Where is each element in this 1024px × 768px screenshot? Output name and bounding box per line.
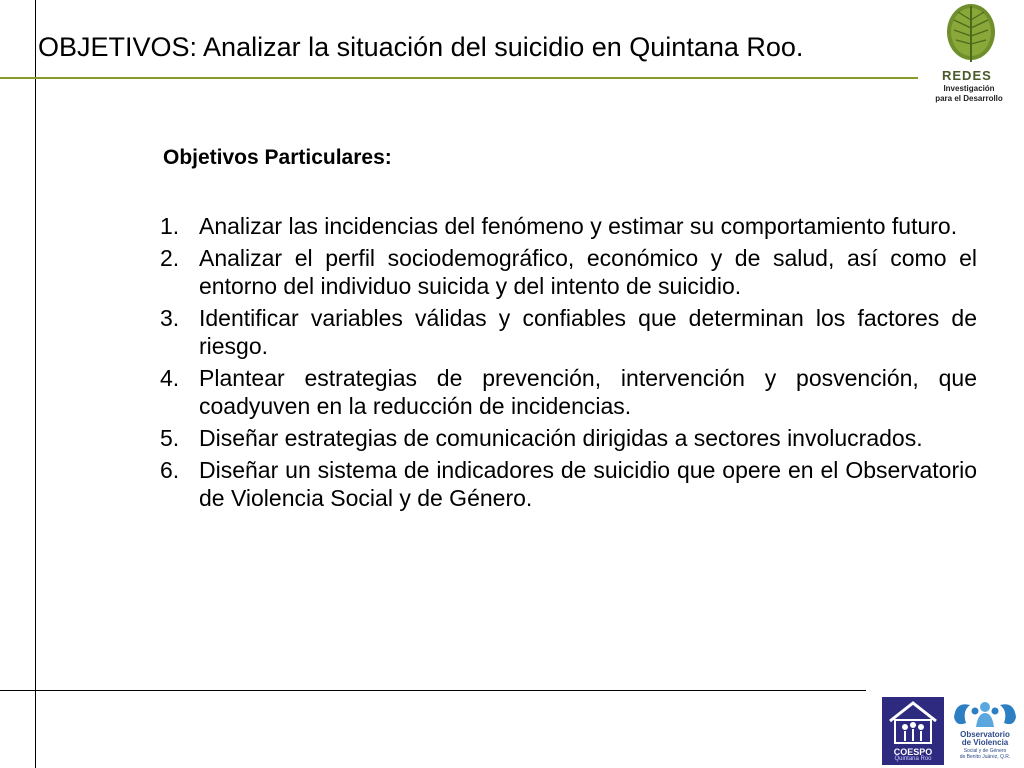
- observatorio-name-line1: Observatorio: [960, 730, 1010, 739]
- list-item: [160, 212, 977, 240]
- coespo-logo: [882, 697, 944, 765]
- footer-rule: [0, 690, 866, 691]
- item-number: 1.: [160, 213, 180, 239]
- title-underline: [0, 77, 918, 79]
- slide-title: OBJETIVOS: Analizar la situación del suicidio en Quintana Roo.: [38, 32, 804, 62]
- list-item: [160, 424, 977, 452]
- observatorio-logo: [948, 697, 1022, 765]
- item-text: Plantear estrategias de prevención, intervención y posvención, que coadyuven en la reducción de incidencias.: [199, 365, 977, 419]
- redes-tagline-line2: para el Desarrollo: [935, 94, 1003, 103]
- observatorio-subtitle-line1: Social y de Género: [963, 748, 1007, 754]
- item-text: Diseñar un sistema de indicadores de suicidio que opere en el Observatorio de Violencia Social y de Género.: [199, 457, 977, 511]
- observatorio-name: [948, 731, 1022, 747]
- redes-wordmark: REDES: [942, 68, 992, 83]
- item-text: Diseñar estrategias de comunicación dirigidas a sectores involucrados.: [199, 425, 923, 451]
- item-number: 6.: [160, 457, 180, 483]
- item-text: Analizar las incidencias del fenómeno y estimar su comportamiento futuro.: [199, 213, 958, 239]
- leaf-icon: [944, 2, 998, 66]
- left-margin-line: [35, 0, 36, 768]
- list-item: [160, 244, 977, 300]
- section-heading: Objetivos Particulares:: [163, 146, 392, 169]
- coespo-name: COESPO: [893, 747, 933, 757]
- people-icon: [948, 697, 1022, 731]
- redes-tagline: [922, 84, 1016, 104]
- item-number: 5.: [160, 425, 180, 451]
- item-number: 4.: [160, 365, 180, 391]
- item-number: 2.: [160, 245, 180, 271]
- list-item: [160, 364, 977, 420]
- item-text: Analizar el perfil sociodemográfico, económico y de salud, así como el entorno del individuo suicida y del intento de suicidio.: [199, 245, 977, 299]
- observatorio-name-line2: de Violencia: [961, 738, 1009, 747]
- observatorio-subtitle-line2: de Benito Juárez, Q.R.: [959, 754, 1011, 760]
- house-icon: [882, 697, 944, 747]
- list-item: [160, 456, 977, 512]
- item-text: Identificar variables válidas y confiables que determinan los factores de riesgo.: [199, 305, 977, 359]
- redes-tagline-line1: Investigación: [943, 84, 995, 93]
- redes-logo: [922, 2, 1022, 106]
- objectives-list: [160, 212, 977, 516]
- coespo-subtitle: Quintana Roo: [894, 756, 932, 762]
- list-item: [160, 304, 977, 360]
- item-number: 3.: [160, 305, 180, 331]
- observatorio-subtitle: [948, 748, 1022, 760]
